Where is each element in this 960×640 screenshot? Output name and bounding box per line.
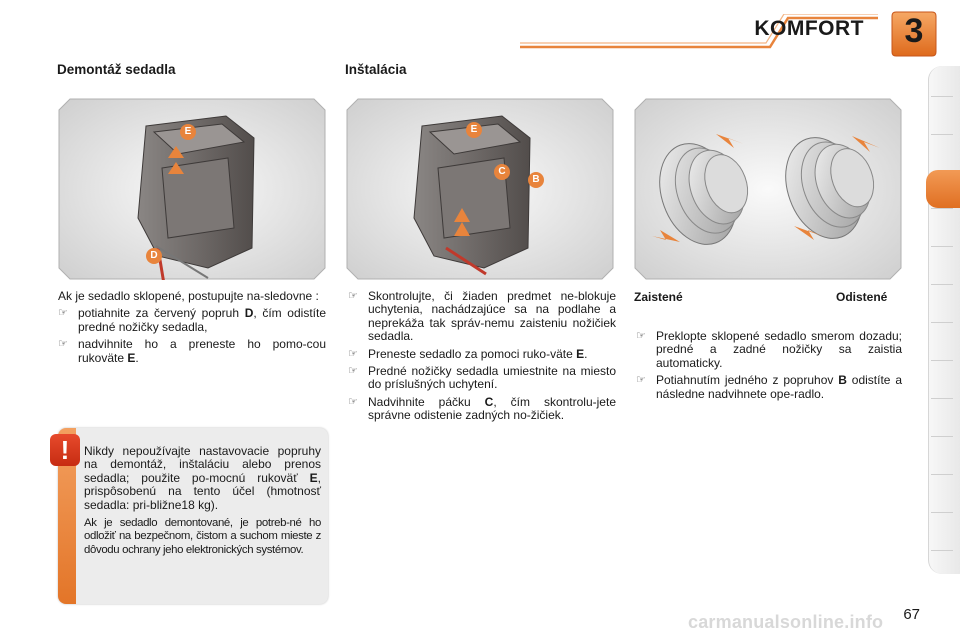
- section-title: KOMFORT: [754, 17, 864, 40]
- heading-installation: Inštalácia: [345, 62, 407, 77]
- bullet-hand-icon: ☞: [636, 330, 646, 342]
- removal-intro: Ak je sedadlo sklopené, postupujte na-sledovne :: [58, 289, 319, 303]
- figure-leg-lock: [634, 98, 902, 280]
- warning-paragraph-1: Nikdy nepoužívajte nastavovacie popruhy na demontáž, inštaláciu alebo prenos sedadla; použite po-mocnú rukoväť E, prispôsobenú na tento účel (hmotnosť sedadla: pri-bližne18 kg).: [84, 444, 321, 512]
- warning-icon: !: [50, 434, 80, 466]
- lock-step-2: ☞ Potiahnutím jedného z popruhov B odistíte a následne nadvihnete ope-radlo.: [636, 373, 903, 401]
- chapter-number: 3: [904, 12, 924, 50]
- page-number: 67: [903, 606, 920, 623]
- watermark: carmanualsonline.info: [688, 612, 884, 632]
- right-text: [636, 330, 902, 401]
- removal-text: [58, 290, 326, 365]
- figure-label-B: B: [528, 172, 544, 188]
- removal-step-2: ☞ nadvihnite ho a preneste ho pomo-cou rukoväte E.: [58, 337, 326, 365]
- bullet-hand-icon: ☞: [636, 374, 646, 387]
- bullet-hand-icon: ☞: [348, 365, 358, 378]
- figure-label-E: E: [180, 124, 196, 140]
- heading-removal: Demontáž sedadla: [57, 62, 176, 77]
- figure-seat-installation: [346, 98, 614, 280]
- warning-paragraph-2: Ak je sedadlo demontované, je potreb-né ho odložiť na bezpečnom, čistom a suchom mieste z dôvodu ochrany jeho elektronických systémov.: [84, 517, 321, 556]
- figure-label-D: D: [146, 248, 162, 264]
- bullet-hand-icon: ☞: [348, 347, 358, 360]
- install-step-2: ☞ Preneste sedadlo za pomoci ruko-väte E.: [348, 346, 588, 361]
- label-unlocked: Odistené: [836, 290, 888, 304]
- figure-label-C: C: [494, 164, 510, 180]
- install-step-3: ☞ Predné nožičky sedadla umiestnite na miesto do príslušných uchytení.: [348, 364, 616, 392]
- figure-label-E: E: [466, 122, 482, 138]
- figure-seat-removal: [58, 98, 326, 280]
- install-step-4: ☞ Nadvihnite páčku C, čím skontrolu-jete správne odistenie zadných no-žičiek.: [348, 394, 616, 423]
- lock-step-1: ☞ Preklopte sklopené sedadlo smerom dozadu; predné a zadné nožičky sa zaistia automaticky.: [636, 329, 902, 370]
- chapter-tab-strip: [928, 66, 960, 574]
- install-step-1: ☞ Skontrolujte, či žiaden predmet ne-blokuje uchytenia, nachádzajúce sa na podlahe a neprekáža tak správ-nemu zaisteniu nožičiek sedadla.: [348, 289, 616, 344]
- label-locked: Zaistené: [634, 290, 683, 304]
- chapter-tab-active[interactable]: [926, 170, 960, 208]
- bullet-hand-icon: ☞: [348, 290, 358, 302]
- bullet-hand-icon: ☞: [58, 338, 68, 351]
- installation-text: [348, 290, 616, 423]
- removal-step-1: ☞ potiahnite za červený popruh D, čím odistíte predné nožičky sedadla,: [58, 306, 327, 334]
- warning-text: [84, 445, 321, 562]
- bullet-hand-icon: ☞: [348, 395, 358, 408]
- bullet-hand-icon: ☞: [58, 307, 68, 320]
